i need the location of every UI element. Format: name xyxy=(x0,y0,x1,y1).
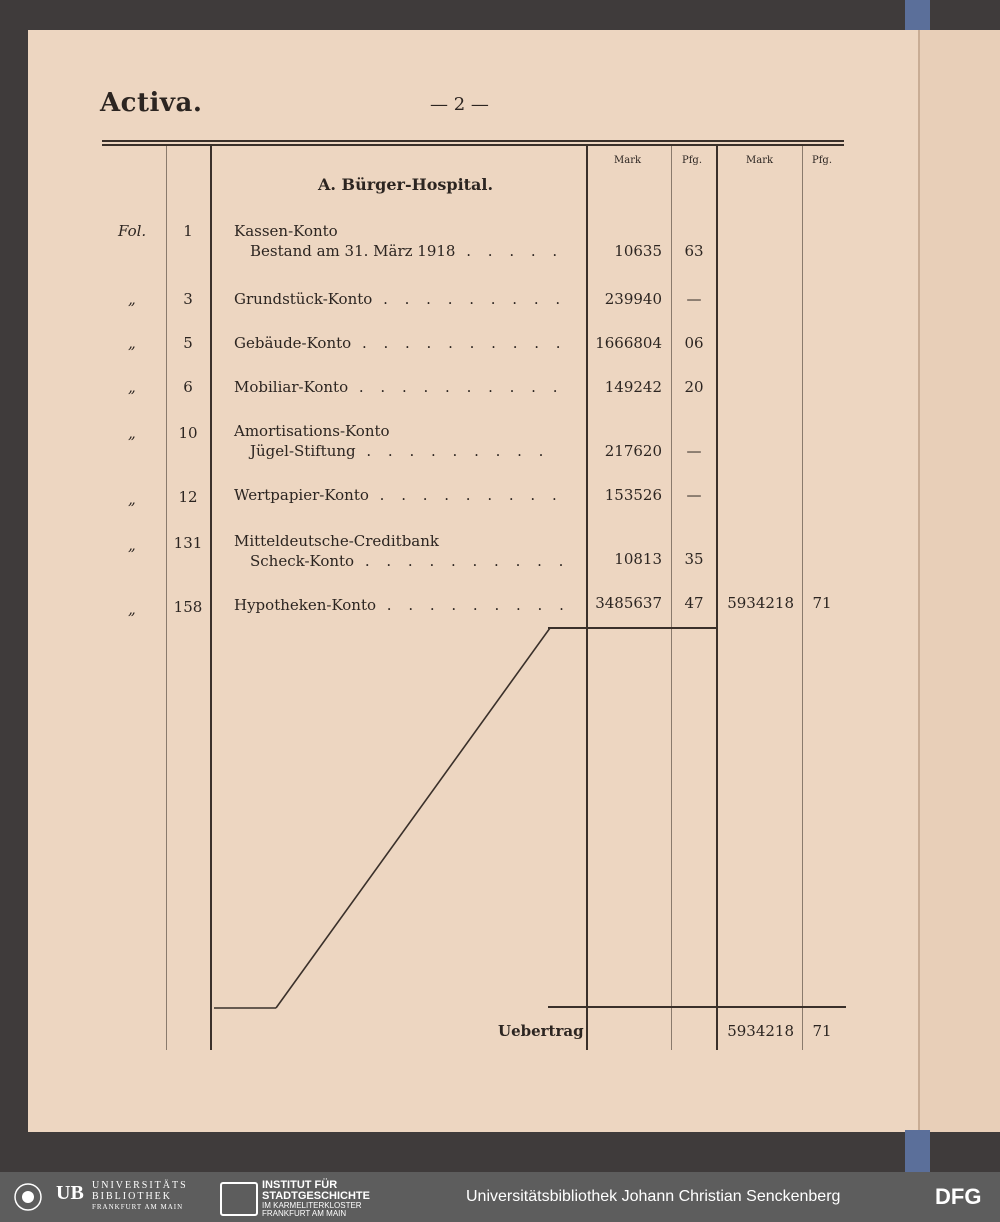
bottom-rule xyxy=(548,1006,846,1008)
row-num: 5 xyxy=(183,334,193,352)
row-label: Grundstück-Konto . . . . . . . . . xyxy=(234,290,567,308)
row-mark: 217620 xyxy=(604,442,662,460)
row-num: 12 xyxy=(178,488,198,506)
row-fol: „ xyxy=(128,600,136,618)
footer-bar xyxy=(0,1172,1000,1222)
row-sublabel: Jügel-Stiftung . . . . . . . . . xyxy=(250,442,550,460)
header-activa: Activa. xyxy=(100,88,203,118)
row-pfg: — xyxy=(686,290,702,308)
row-fol: „ xyxy=(128,334,136,352)
col-rule-mark1 xyxy=(671,146,672,1050)
cloister-icon xyxy=(220,1182,258,1216)
library-name: Universitätsbibliothek Johann Christian Senckenberg xyxy=(466,1188,841,1205)
col-rule-fol xyxy=(166,146,167,1050)
row-mark: 10813 xyxy=(614,550,662,568)
row-sublabel: Scheck-Konto . . . . . . . . . . xyxy=(250,552,570,570)
col-header-pfg-2: Pfg. xyxy=(812,155,833,166)
seal-icon xyxy=(8,1182,48,1212)
row-fol: „ xyxy=(128,290,136,308)
row-label: Gebäude-Konto . . . . . . . . . . xyxy=(234,334,567,352)
row-pfg: 63 xyxy=(684,242,704,260)
row-pfg: 35 xyxy=(684,550,704,568)
row-label: Hypotheken-Konto . . . . . . . . . xyxy=(234,596,570,614)
row-fol: Fol. xyxy=(118,222,147,240)
row-sublabel: Bestand am 31. März 1918 . . . . . xyxy=(250,242,564,260)
row-fol: „ xyxy=(128,490,136,508)
row-mark: 3485637 xyxy=(595,594,662,612)
carry-pfg: 71 xyxy=(812,1022,832,1040)
row-label: Kassen-Konto xyxy=(234,222,338,240)
ub-logo: UB xyxy=(56,1182,84,1204)
top-rule-2 xyxy=(102,144,844,146)
row-label: Mobiliar-Konto . . . . . . . . . . xyxy=(234,378,564,396)
next-page-edge xyxy=(918,30,1000,1132)
row-label: Mitteldeutsche-Creditbank xyxy=(234,532,440,550)
row-pfg: 47 xyxy=(684,594,704,612)
binding-strip-top xyxy=(905,0,930,30)
institute-name: INSTITUT FÜR STADTGESCHICHTE xyxy=(262,1179,370,1202)
row-fol: „ xyxy=(128,378,136,396)
row-mark: 149242 xyxy=(604,378,662,396)
row-mark: 153526 xyxy=(604,486,662,504)
row-label: Wertpapier-Konto . . . . . . . . . xyxy=(234,486,563,504)
dfg-logo: DFG xyxy=(935,1184,982,1209)
row-num: 1 xyxy=(183,222,193,240)
total-pfg: 71 xyxy=(812,594,832,612)
row-num: 131 xyxy=(173,534,203,552)
row-num: 10 xyxy=(178,424,198,442)
cancel-diagonal xyxy=(210,620,570,1020)
row-num: 158 xyxy=(173,598,203,616)
row-pfg: — xyxy=(686,486,702,504)
page-number: — 2 — xyxy=(430,94,489,115)
col-header-mark-2: Mark xyxy=(746,155,774,166)
section-title: A. Bürger-Hospital. xyxy=(318,175,494,194)
row-num: 6 xyxy=(183,378,193,396)
row-pfg: — xyxy=(686,442,702,460)
carry-label: Uebertrag xyxy=(498,1022,584,1040)
row-num: 3 xyxy=(183,290,193,308)
institute-sub: IM KARMELITERKLOSTER FRANKFURT AM MAIN xyxy=(262,1201,362,1218)
row-mark: 1666804 xyxy=(595,334,662,352)
total-mark: 5934218 xyxy=(727,594,794,612)
row-mark: 10635 xyxy=(614,242,662,260)
row-fol: „ xyxy=(128,536,136,554)
row-mark: 239940 xyxy=(604,290,662,308)
col-header-pfg-1: Pfg. xyxy=(682,155,703,166)
row-pfg: 06 xyxy=(684,334,704,352)
ub-text: UNIVERSITÄTS BIBLIOTHEK FRANKFURT AM MAIN xyxy=(92,1180,188,1211)
row-label: Amortisations-Konto xyxy=(234,422,390,440)
col-header-mark-1: Mark xyxy=(614,155,642,166)
top-rule-1 xyxy=(102,140,844,142)
binding-strip-bottom xyxy=(905,1130,930,1172)
row-pfg: 20 xyxy=(684,378,704,396)
carry-mark: 5934218 xyxy=(727,1022,794,1040)
subtotal-rule xyxy=(548,627,716,629)
row-fol: „ xyxy=(128,424,136,442)
